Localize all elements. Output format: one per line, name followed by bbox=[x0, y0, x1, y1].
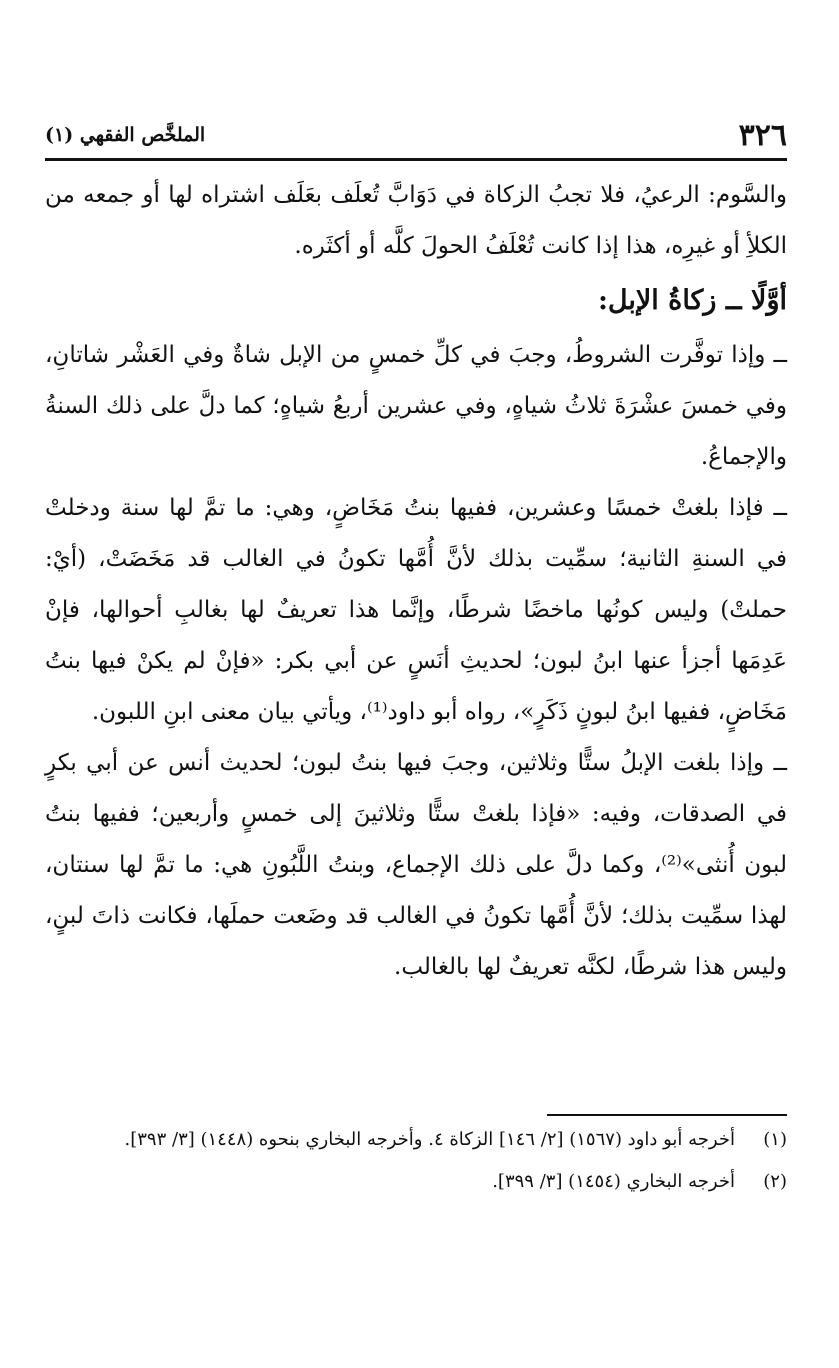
footnote-item bbox=[45, 1122, 787, 1158]
footnote-number: (٢) bbox=[763, 1171, 787, 1192]
page-header bbox=[45, 112, 787, 161]
footnote-number: (١) bbox=[763, 1129, 787, 1150]
footnote-item bbox=[45, 1164, 787, 1200]
main-text bbox=[45, 170, 787, 993]
paragraph-intro: والسَّوم: الرعيُ، فلا تجبُ الزكاة في دَوَابَّ تُعلَف بعَلَف اشتراه لها أو جمعه من الكلأِ أو غيرِه، هذا إذا كانت تُعْلَفُ الحولَ كلَّه أو أكثَره. bbox=[45, 182, 787, 259]
section-heading: أوَّلًا ــ زكاةُ الإبل: bbox=[597, 285, 787, 316]
footnote-text: أخرجه أبو داود (١٥٦٧) [٢/ ١٤٦] الزكاة ٤. وأخرجه البخاري بنحوه (١٤٤٨) [٣/ ٣٩٣]. bbox=[124, 1129, 735, 1150]
running-title: الملخَّص الفقهي (١) bbox=[45, 124, 206, 146]
footnotes bbox=[45, 1122, 787, 1206]
page-number: ٣٢٦ bbox=[738, 117, 787, 153]
paragraph-shares: ــ وإذا توفَّرت الشروطُ، وجبَ في كلِّ خمسٍ من الإبل شاةٌ وفي العَشْر شاتانِ، وفي خمسَ عشْرَةَ ثلاثُ شياهٍ، وفي عشرين أربعُ شياهٍ؛ كما دلَّ على ذلك السنةُ والإجماعُ. bbox=[45, 342, 787, 470]
paragraph-bint-makhad: ــ فإذا بلغتْ خمسًا وعشرين، ففيها بنتُ مَخَاضٍ، وهي: ما تمَّ لها سنة ودخلتْ في السنةِ الثانية؛ سمِّيت بذلك لأنَّ أُمَّها تكونُ في الغالب قد مَخَضَتْ، (أيْ: حملتْ) وليس كونُها ماخضًا شرطًا، وإنَّما هذا تعريفٌ لها بغالبِ أحوالها، فإنْ عَدِمَها أجزأ عنها ابنُ لبون؛ لحديثِ أنَسٍ عن أبي بكر: «فإنْ لم يكنْ فيها بنتُ مَخَاضٍ، ففيها ابنُ لبونٍ ذَكَرٍ»، رواه أبو داود⁽¹⁾، ويأتي بيان معنى ابنِ اللبون. bbox=[45, 495, 787, 725]
footnote-text: أخرجه البخاري (١٤٥٤) [٣/ ٣٩٩]. bbox=[492, 1171, 735, 1192]
footnote-divider bbox=[547, 1114, 787, 1116]
paragraph-bint-labun: ــ وإذا بلغت الإبلُ ستًّا وثلاثين، وجبَ فيها بنتُ لبون؛ لحديث أنس عن أبي بكرٍ في الصدقات، وفيه: «فإذا بلغتْ ستًّا وثلاثينَ إلى خمسٍ وأربعين؛ ففيها بنتُ لبون أُنثى»⁽²⁾، وكما دلَّ على ذلك الإجماع، وبنتُ اللَّبُونِ هي: ما تمَّ لها سنتان، لهذا سمِّيت بذلك؛ لأنَّ أُمَّها تكونُ في الغالب قد وضَعت حملَها، فكانت ذاتَ لبنٍ، وليس هذا شرطًا، لكنَّه تعريفٌ لها بالغالب. bbox=[45, 750, 788, 980]
